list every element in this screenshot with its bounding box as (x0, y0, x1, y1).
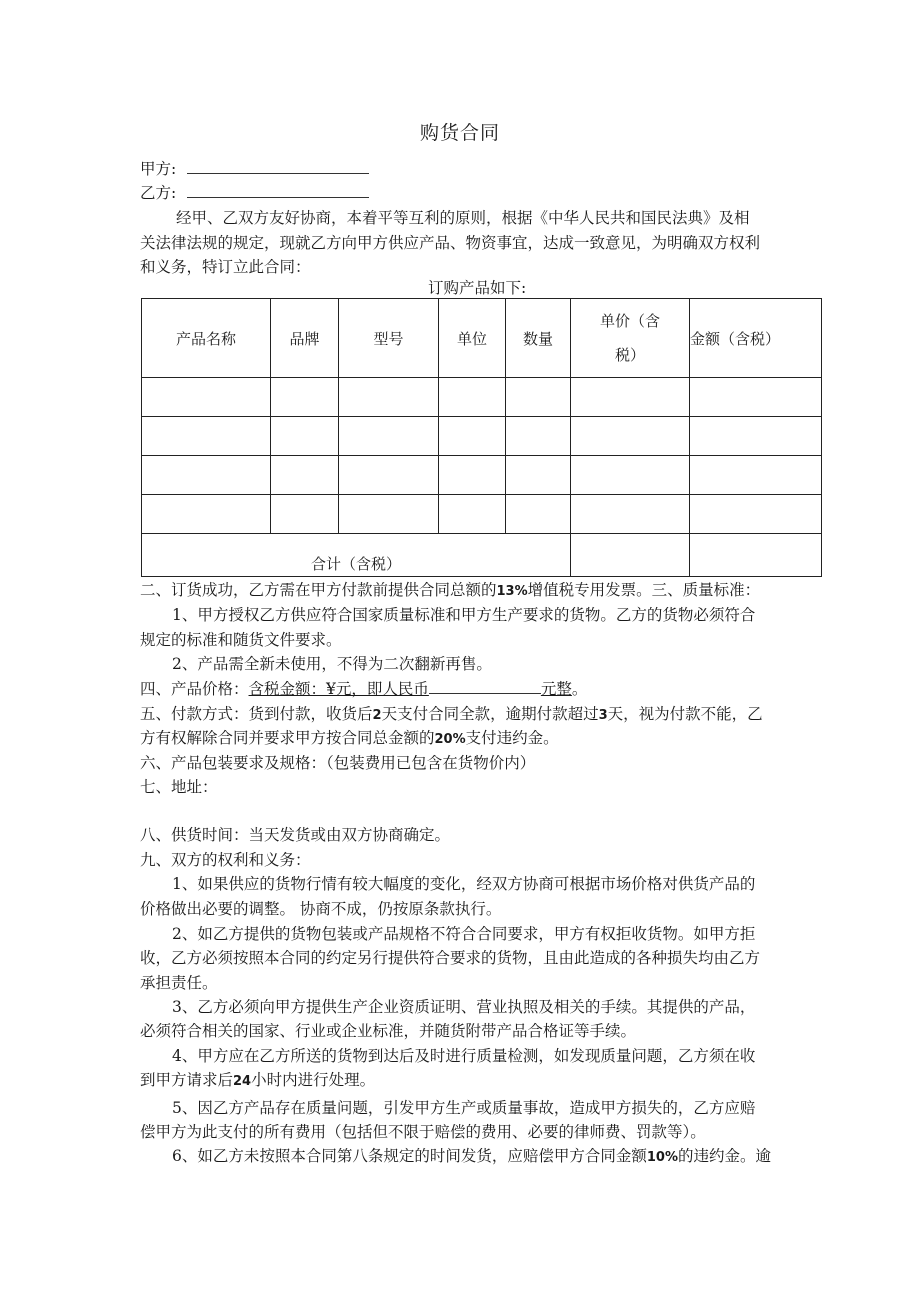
section-3-1-line-1: 1、甲方授权乙方供应符合国家质量标准和甲方生产要求的货物。乙方的货物必须符合 (172, 606, 756, 624)
header-brand: 品牌 (271, 299, 339, 378)
header-unit-price-line2: 税） (614, 346, 645, 364)
party-b-blank[interactable] (187, 183, 369, 198)
intro-line-3: 和义务，特订立此合同： (140, 258, 311, 276)
party-b-line (140, 181, 369, 205)
party-b-label: 乙方: (140, 184, 177, 202)
table-cell[interactable] (571, 417, 690, 456)
table-cell[interactable] (142, 495, 271, 534)
header-unit-price (571, 299, 690, 378)
table-cell[interactable] (142, 417, 271, 456)
section-4-end: 。 (571, 680, 588, 698)
total-price-cell[interactable] (571, 534, 690, 577)
section-9-6-line-1 (172, 1144, 771, 1170)
table-cell[interactable] (271, 495, 339, 534)
section-9-1-line-1: 1、如果供应的货物行情有较大幅度的变化，经双方协商可根据市场价格对供货产品的 (172, 875, 756, 893)
section-9-4-line-1: 4、甲方应在乙方所送的货物到达后及时进行质量检测，如发现质量问题，乙方须在收 (172, 1047, 756, 1065)
section-4-amount: 含税金额：¥元，即人民币 (248, 680, 429, 698)
section-8: 八、供货时间：当天发货或由双方协商确定。 (140, 826, 451, 844)
order-table (141, 298, 822, 577)
section-5-days: 2 (372, 708, 382, 723)
section-5-text-b: 天支付合同全款，逾期付款超过 (381, 705, 599, 723)
section-9-5-line-1: 5、因乙方产品存在质量问题，引发甲方生产或质量事故，造成甲方损失的，乙方应赔 (172, 1099, 756, 1117)
section-9-heading: 九、双方的权利和义务： (140, 851, 311, 869)
section-5-text-d: 方有权解除合同并要求甲方按合同总金额的 (140, 729, 435, 747)
header-product-name: 产品名称 (142, 299, 271, 378)
section-5-line-2 (140, 726, 559, 752)
section-9-6-text-b: 的违约金。逾 (678, 1147, 772, 1165)
table-cell[interactable] (690, 417, 822, 456)
table-cell[interactable] (571, 378, 690, 417)
table-cell[interactable] (271, 378, 339, 417)
section-3-2: 2、产品需全新未使用，不得为二次翻新再售。 (172, 655, 492, 673)
section-4-unit: 元整 (540, 680, 572, 698)
section-4-label: 四、产品价格： (140, 680, 249, 698)
table-row (142, 378, 822, 417)
table-cell[interactable] (439, 378, 506, 417)
section-9-3-line-1: 3、乙方必须向甲方提供生产企业资质证明、营业执照及相关的手续。其提供的产品， (172, 998, 756, 1016)
section-9-1-line-2: 价格做出必要的调整。 协商不成，仍按原条款执行。 (140, 900, 502, 918)
table-cell[interactable] (506, 495, 571, 534)
section-9-4-hours: 24 (233, 1074, 252, 1089)
table-cell[interactable] (439, 495, 506, 534)
section-9-5-line-2: 偿甲方为此支付的所有费用（包括但不限于赔偿的费用、必要的律师费、罚款等）。 (140, 1123, 706, 1141)
header-quantity: 数量 (506, 299, 571, 378)
party-a-line (140, 157, 369, 181)
intro-line-2: 关法律法规的规定，现就乙方向甲方供应产品、物资事宜，达成一致意见，为明确双方权利 (140, 234, 761, 252)
section-2-text-b: 增值税专用发票。三、质量标准： (527, 581, 761, 599)
section-5-overdue-days: 3 (598, 708, 608, 723)
header-unit: 单位 (439, 299, 506, 378)
section-5-line-1 (140, 702, 763, 728)
section-9-4-text-a: 到甲方请求后 (140, 1071, 234, 1089)
total-label: 合计（含税） (310, 555, 401, 573)
section-5-text-e: 支付违约金。 (465, 729, 559, 747)
table-cell[interactable] (439, 456, 506, 495)
section-3-1-line-2: 规定的标准和随货文件要求。 (140, 631, 342, 649)
section-6: 六、产品包装要求及规格：（包装费用已包含在货物价内） (140, 754, 536, 772)
section-9-2-line-3: 承担责任。 (140, 974, 218, 992)
section-7: 七、地址： (140, 778, 218, 796)
table-cell[interactable] (506, 378, 571, 417)
section-5-text-c: 天，视为付款不能，乙 (607, 705, 763, 723)
table-cell[interactable] (339, 495, 439, 534)
table-cell[interactable] (271, 417, 339, 456)
table-cell[interactable] (142, 378, 271, 417)
section-5-penalty-percent: 20% (434, 732, 466, 747)
table-row (142, 495, 822, 534)
intro-line-1: 经甲、乙双方友好协商，本着平等互利的原则，根据《中华人民共和国民法典》及相 (176, 209, 750, 227)
total-amount-cell[interactable] (690, 534, 822, 577)
table-cell[interactable] (339, 378, 439, 417)
section-9-2-line-1: 2、如乙方提供的货物包装或产品规格不符合合同要求，甲方有权拒收货物。如甲方拒 (172, 925, 756, 943)
table-cell[interactable] (271, 456, 339, 495)
document-title: 购货合同 (419, 122, 500, 144)
total-label-cell (142, 534, 571, 577)
section-4 (140, 677, 587, 701)
section-9-4-text-b: 小时内进行处理。 (251, 1071, 376, 1089)
section-4-rmb-blank[interactable] (429, 679, 541, 694)
table-total-row (142, 534, 822, 577)
header-amount: 金额（含税） (690, 299, 822, 378)
section-9-4-line-2 (140, 1068, 375, 1094)
table-caption: 订购产品如下: (428, 279, 527, 297)
party-a-blank[interactable] (187, 159, 369, 174)
section-9-3-line-2: 必须符合相关的国家、行业或企业标准，并随货附带产品合格证等手续。 (140, 1022, 637, 1040)
section-5-text-a: 五、付款方式：货到付款，收货后 (140, 705, 373, 723)
table-cell[interactable] (506, 417, 571, 456)
table-row (142, 417, 822, 456)
table-header-row (142, 299, 822, 378)
table-cell[interactable] (690, 378, 822, 417)
table-cell[interactable] (339, 456, 439, 495)
party-a-label: 甲方: (140, 160, 177, 178)
section-2-percent: 13% (496, 584, 528, 599)
table-cell[interactable] (690, 495, 822, 534)
section-9-2-line-2: 收，乙方必须按照本合同的约定另行提供符合要求的货物，且由此造成的各种损失均由乙方 (140, 949, 761, 967)
header-unit-price-line1: 单价（含 (599, 312, 660, 330)
header-model: 型号 (339, 299, 439, 378)
table-cell[interactable] (690, 456, 822, 495)
table-cell[interactable] (571, 456, 690, 495)
table-cell[interactable] (571, 495, 690, 534)
table-cell[interactable] (439, 417, 506, 456)
section-9-6-text-a: 6、如乙方未按照本合同第八条规定的时间发货，应赔偿甲方合同金额 (172, 1147, 647, 1165)
table-cell[interactable] (339, 417, 439, 456)
table-cell[interactable] (506, 456, 571, 495)
table-row (142, 456, 822, 495)
section-2-text-a: 二、订货成功，乙方需在甲方付款前提供合同总额的 (140, 581, 497, 599)
section-2 (140, 578, 760, 604)
table-cell[interactable] (142, 456, 271, 495)
section-9-6-percent: 10% (646, 1150, 678, 1165)
